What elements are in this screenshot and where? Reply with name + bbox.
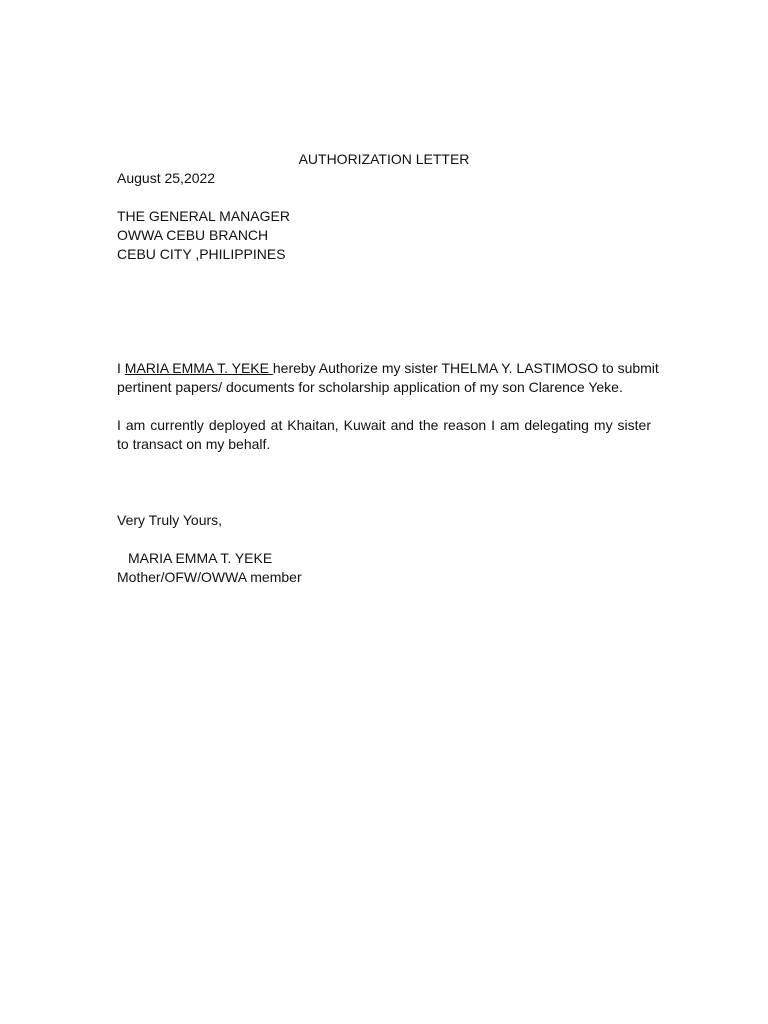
paragraph-1-prefix: I: [117, 360, 125, 376]
paragraph-1-line-2: pertinent papers/ documents for scholarship application of my son Clarence Yeke.: [117, 379, 623, 395]
paragraph-1-line-1: [117, 359, 659, 378]
signature-role: Mother/OFW/OWWA member: [117, 569, 302, 585]
letter-date: August 25,2022: [117, 170, 216, 186]
signature-name: MARIA EMMA T. YEKE: [128, 550, 273, 566]
paragraph-2-line-1: I am currently deployed at Khaitan, Kuwait and the reason I am delegating my sister: [117, 417, 651, 433]
recipient-line-1: THE GENERAL MANAGER: [117, 208, 290, 224]
closing: Very Truly Yours,: [117, 512, 223, 528]
recipient-line-2: OWWA CEBU BRANCH: [117, 227, 269, 243]
recipient-line-3: CEBU CITY ,PHILIPPINES: [117, 246, 286, 262]
letter-title: AUTHORIZATION LETTER: [298, 151, 470, 167]
paragraph-1-rest: hereby Authorize my sister THELMA Y. LASTIMOSO to submit: [272, 360, 659, 376]
paragraph-2-line-2: to transact on my behalf.: [117, 436, 271, 452]
authorizer-name: MARIA EMMA T. YEKE: [124, 360, 273, 376]
